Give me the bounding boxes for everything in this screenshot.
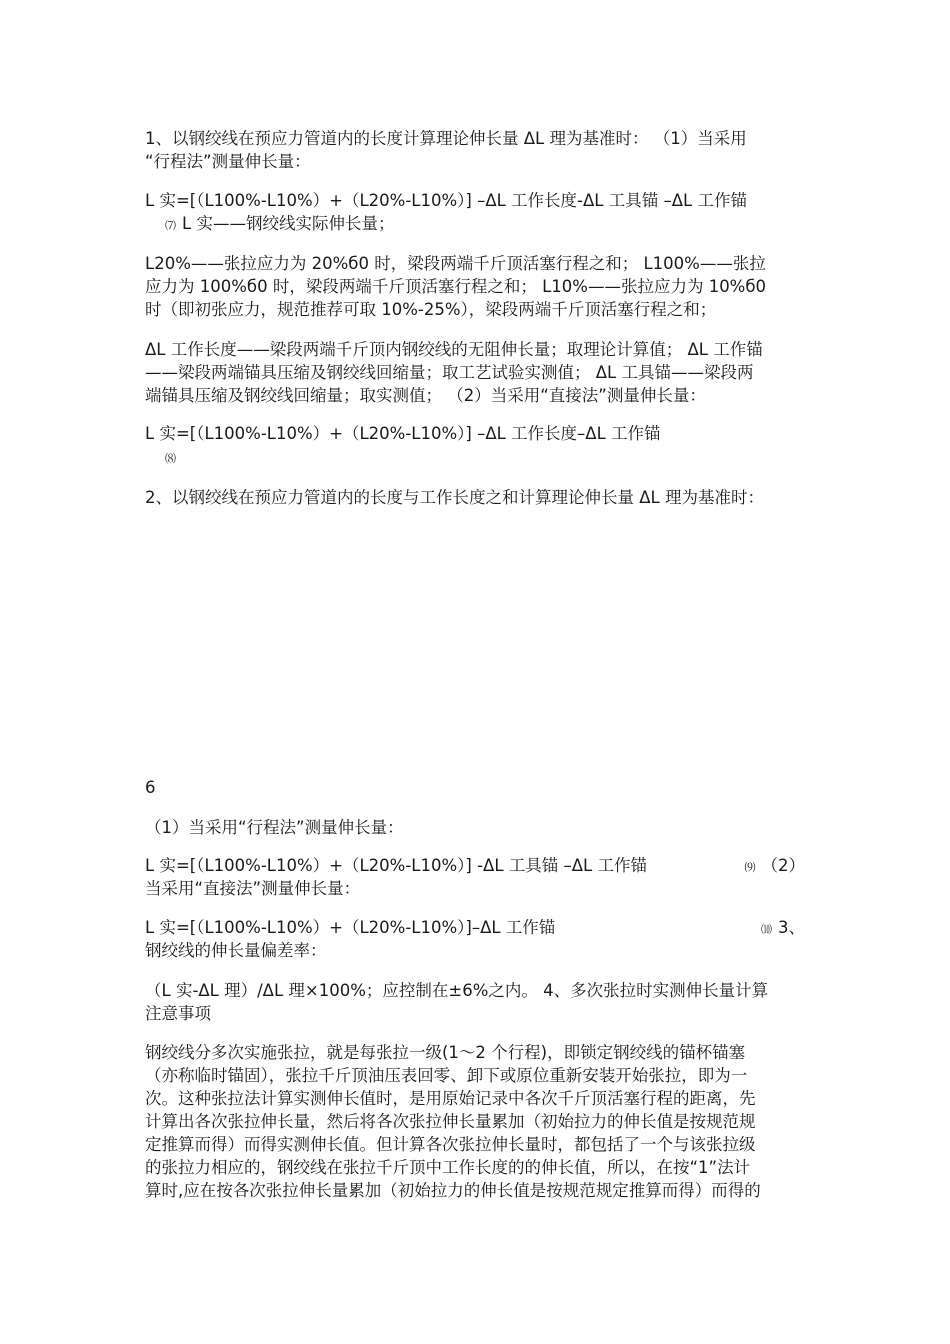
multi-tension-paragraph: 钢绞线分多次实施张拉，就是每张拉一级(1～2 个行程)，即锁定钢绞线的锚杯锚塞 （亦称临时锚固），张拉千斤顶油压表回零、卸下或原位重新安装开始张拉，即为一 次。这种张拉法计算实测伸长值时，是用原始记录中各次千斤顶活塞行程的距离，先 计算出各次张拉伸长量，然后将各次张拉伸长量累加（初始拉力的伸长值是按规范规 定推算而得）而得实测伸长值。但计算各次张拉伸长量时，都包括了一个与该张拉级 的张拉力相应的，钢绞线在张拉千斤顶中工作长度的的伸长值，所以，在按“1”法计 算时,应在按各次张拉伸长量累加（初始拉力的伸长值是按规范规定推算而得）而得的 bbox=[145, 1043, 761, 1200]
page-number: 6 bbox=[145, 778, 156, 797]
definitions-stroke-paragraph: L20%——张拉应力为 20%б0 时，梁段两端千斤顶活塞行程之和； L100%——张拉 应力为 100%б0 时，梁段两端千斤顶活塞行程之和； L10%——张拉应力为 10%б0 时（即初张应力，规范推荐可取 10%-25%），梁段两端千斤顶活塞行程之和； bbox=[145, 254, 767, 319]
deviation-rate-paragraph: （L 实-ΔL 理）/ΔL 理×100%；应控制在±6%之内。 4、多次张拉时实测伸长量计算 注意事项 bbox=[145, 981, 769, 1023]
formula-10-paragraph: L 实=[（L100%-L10%）+（L20%-L10%）]–ΔL 工作锚 ⑽ 3、 钢绞线的伸长量偏差率： bbox=[145, 918, 805, 960]
formula-9: L 实=[（L100%-L10%）+（L20%-L10%）] -ΔL 工具锚 –ΔL 工作锚 bbox=[145, 856, 647, 875]
definition-l-actual: L 实——钢绞线实际伸长量； bbox=[182, 214, 395, 233]
equation-number-7: ⑺ bbox=[165, 219, 176, 232]
section-2-heading: 2、以钢绞线在预应力管道内的长度与工作长度之和计算理论伸长量 ΔL 理为基准时： bbox=[145, 488, 764, 507]
equation-number-10: ⑽ bbox=[761, 923, 772, 936]
definitions-anchor-paragraph: ΔL 工作长度——梁段两端千斤顶内钢绞线的无阻伸长量；取理论计算值； ΔL 工作锚 ——梁段两端锚具压缩及钢绞线回缩量；取工艺试验实测值； ΔL 工具锚——梁段两 端锚具压缩及钢绞线回缩量；取实测值； （2）当采用“直接法”测量伸长量： bbox=[145, 340, 763, 405]
formula-10: L 实=[（L100%-L10%）+（L20%-L10%）]–ΔL 工作锚 bbox=[145, 918, 556, 937]
formula-8-paragraph bbox=[145, 422, 805, 470]
formula-7: L 实=[（L100%-L10%）+（L20%-L10%）] –ΔL 工作长度-ΔL 工具锚 –ΔL 工作锚 bbox=[145, 191, 747, 210]
equation-number-9: ⑼ bbox=[744, 861, 756, 874]
section-1-heading: 1、以钢绞线在预应力管道内的长度计算理论伸长量 ΔL 理为基准时： （1）当采用 “行程法”测量伸长量： bbox=[145, 129, 747, 171]
formula-9-paragraph: L 实=[（L100%-L10%）+（L20%-L10%）] -ΔL 工具锚 –ΔL 工作锚 ⑼ （2） 当采用“直接法”测量伸长量： bbox=[145, 856, 805, 898]
equation-number-8: ⑻ bbox=[165, 452, 176, 465]
formula-8: L 实=[（L100%-L10%）+（L20%-L10%）] –ΔL 工作长度–ΔL 工作锚 bbox=[145, 424, 661, 443]
stroke-method-heading: （1）当采用“行程法”测量伸长量： bbox=[145, 818, 404, 837]
formula-7-paragraph bbox=[145, 189, 805, 237]
